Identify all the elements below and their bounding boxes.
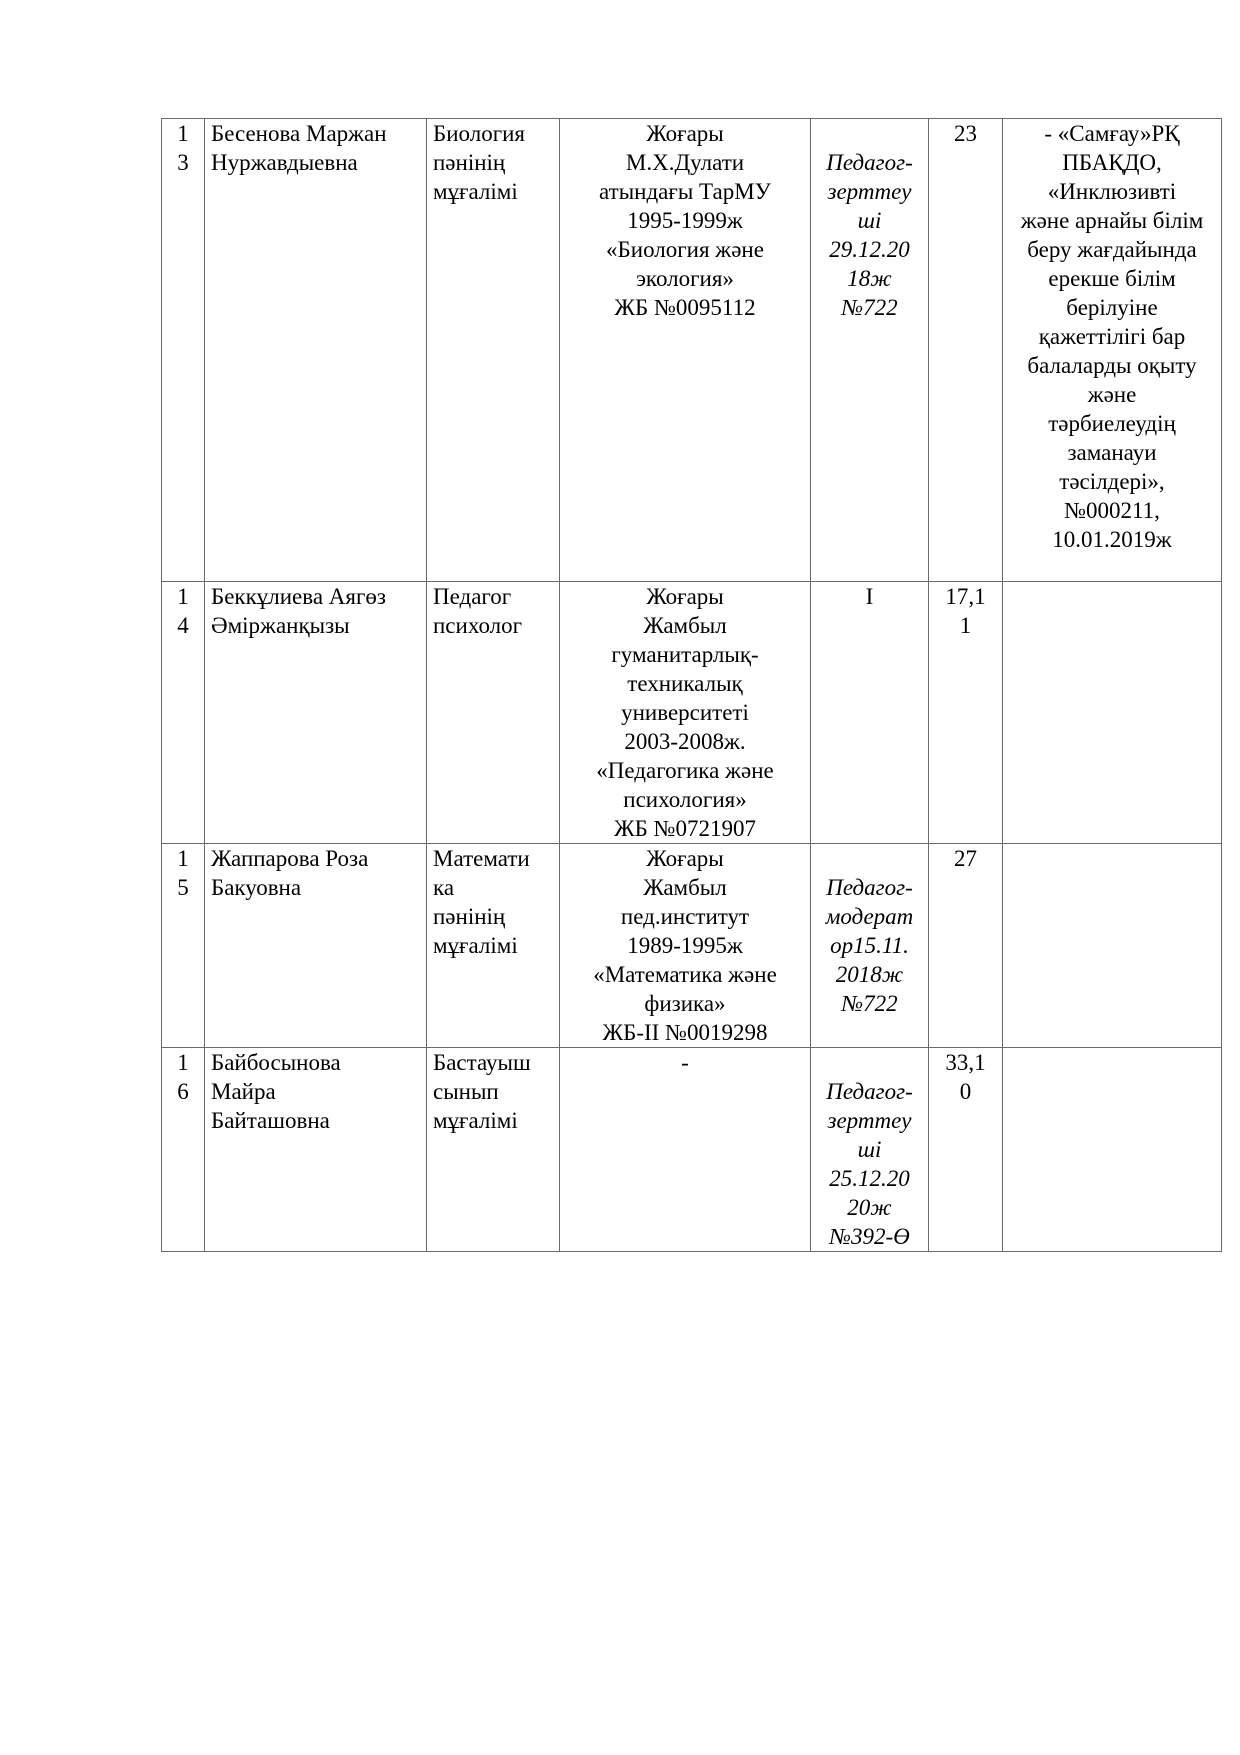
courses-cell <box>1003 1048 1222 1252</box>
education-cell: Жоғары М.Х.Дулати атындағы ТарМУ 1995-1999ж «Биология және экология» ЖБ №0095112 <box>560 119 811 582</box>
position-cell: Биология пәнінің мұғалімі <box>427 119 560 582</box>
row-number-cell: 1 5 <box>162 844 205 1048</box>
table-row <box>162 119 1222 582</box>
education-cell: Жоғары Жамбыл пед.институт 1989-1995ж «Математика және физика» ЖБ-ІІ №0019298 <box>560 844 811 1048</box>
position-cell: Педагог психолог <box>427 582 560 844</box>
position-cell: Бастауыш сынып мұғалімі <box>427 1048 560 1252</box>
education-cell: - <box>560 1048 811 1252</box>
table-row <box>162 582 1222 844</box>
teacher-name-cell: Бесенова Маржан Нуржавдыевна <box>205 119 427 582</box>
position-cell: Математи ка пәнінің мұғалімі <box>427 844 560 1048</box>
row-number-cell: 1 3 <box>162 119 205 582</box>
courses-cell: - «Самғау»РҚ ПБАҚДО, «Инклюзивті және арнайы білім беру жағдайында ерекше білім берілуіне қажеттілігі бар балаларды оқыту және тәрбиелеудің заманауи тәсілдері», №000211, 10.01.2019ж <box>1003 119 1222 582</box>
courses-cell <box>1003 582 1222 844</box>
category-cell: I <box>811 582 929 844</box>
staff-table <box>161 118 1222 1252</box>
education-cell: Жоғары Жамбыл гуманитарлық- техникалық университеті 2003-2008ж. «Педагогика және психология» ЖБ №0721907 <box>560 582 811 844</box>
teacher-name-cell: Беккұлиева Аягөз Әміржанқызы <box>205 582 427 844</box>
teacher-name-cell: Жаппарова Роза Бакуовна <box>205 844 427 1048</box>
teacher-name-cell: Байбосынова Майра Байташовна <box>205 1048 427 1252</box>
experience-cell: 17,1 1 <box>929 582 1003 844</box>
table-row <box>162 844 1222 1048</box>
category-cell: Педагог- зерттеу ші 29.12.20 18ж №722 <box>811 119 929 582</box>
experience-cell: 33,1 0 <box>929 1048 1003 1252</box>
table-row <box>162 1048 1222 1252</box>
row-number-cell: 1 4 <box>162 582 205 844</box>
row-number-cell: 1 6 <box>162 1048 205 1252</box>
experience-cell: 23 <box>929 119 1003 582</box>
courses-cell <box>1003 844 1222 1048</box>
experience-cell: 27 <box>929 844 1003 1048</box>
category-cell: Педагог- зерттеу ші 25.12.20 20ж №392-Ө <box>811 1048 929 1252</box>
category-cell: Педагог- модерат ор15.11. 2018ж №722 <box>811 844 929 1048</box>
